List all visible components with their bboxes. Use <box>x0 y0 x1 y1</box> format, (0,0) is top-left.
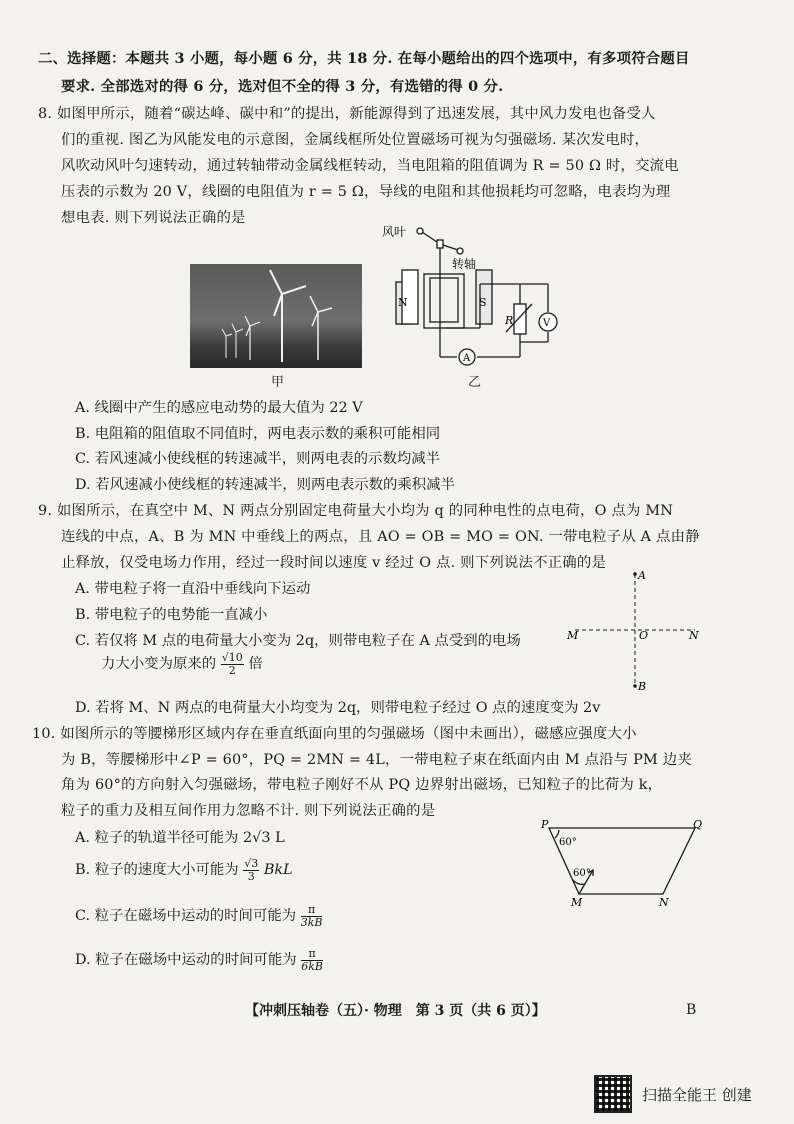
scanner-watermark <box>594 1075 752 1113</box>
angle-label-p: 60° <box>559 837 577 848</box>
point-m-label: M <box>571 896 583 909</box>
q10-option-b <box>75 858 293 882</box>
angle-label-m: 60° <box>573 868 591 879</box>
point-b-label: B <box>638 680 647 693</box>
figure-yi-label: 乙 <box>468 375 482 390</box>
frac-den: 3kB <box>300 915 323 929</box>
frac-den: 2 <box>228 663 236 677</box>
frac-den: 6kB <box>301 959 323 973</box>
point-n-label: N <box>689 629 699 642</box>
label-zhuanzhou: 转轴 <box>452 257 477 271</box>
fraction-sqrt10-over-2 <box>221 652 244 676</box>
q8-line: 们的重视. 图乙为风能发电的示意图，金属线框所处位置磁场可视为匀强磁场. 某次发电时， <box>61 132 650 148</box>
fraction-sqrt3-over-3 <box>243 858 259 882</box>
point-a-label: A <box>638 569 646 582</box>
label-magnet-n: N <box>398 296 408 309</box>
section-header-line1: 二、选择题：本题共 3 小题，每小题 6 分，共 18 分. 在每小题给出的四个选项中，有多项符合题目 <box>38 50 690 67</box>
frac-num: √3 <box>244 857 259 870</box>
q10-option-b-text: B. 粒子的速度大小可能为 <box>75 862 239 879</box>
q9-option-d: D. 若将 M、N 两点的电荷量大小均变为 2q，则带电粒子经过 O 点的速度变为 2v <box>75 700 601 716</box>
q10-option-d <box>75 948 323 972</box>
q9-option-a: A. 带电粒子将一直沿中垂线向下运动 <box>75 581 311 597</box>
charge-field-diagram <box>565 568 705 693</box>
point-o-label: O <box>639 629 649 642</box>
q8-option-a: A. 线圈中产生的感应电动势的最大值为 22 V <box>75 400 363 416</box>
q8-option-c: C. 若风速减小使线框的转速减半，则两电表的示数均减半 <box>75 451 441 467</box>
q9-option-c-text-end: 倍 <box>248 656 263 673</box>
frac-num: π <box>301 904 323 917</box>
wind-farm-photo <box>190 264 362 368</box>
fraction-pi-over-6kb <box>301 948 323 972</box>
fraction-pi-over-3kb <box>301 904 323 928</box>
label-ammeter-a: A <box>463 353 471 364</box>
q8-line: 风吹动风叶匀速转动，通过转轴带动金属线框转动，当电阻箱的阻值调为 R = 50 Ω 时，交流电 <box>61 158 679 174</box>
q9-option-c: C. 若仅将 M 点的电荷量大小变为 2q，则带电粒子在 A 点受到的电场 <box>75 633 521 649</box>
label-voltmeter-v: V <box>543 318 551 329</box>
q10-line: 角为 60°的方向射入匀强磁场，带电粒子刚好不从 PQ 边界射出磁场，已知粒子的比荷为 k， <box>61 777 663 793</box>
qr-code-icon <box>594 1075 632 1113</box>
trapezoid-field-diagram <box>535 818 715 910</box>
section-header-line2: 要求. 全部选对的得 6 分，选对但不全的得 3 分，有选错的得 0 分. <box>61 78 504 95</box>
point-q-label: Q <box>693 818 703 831</box>
q10-line: 10. 如图所示的等腰梯形区域内存在垂直纸面向里的匀强磁场（图中未画出），磁感应强度大小 <box>32 726 637 742</box>
q10-option-b-tail: BkL <box>263 862 293 879</box>
q10-line: 粒子的重力及相互间作用力忽略不计. 则下列说法正确的是 <box>61 803 436 819</box>
q9-option-c-cont <box>101 652 263 676</box>
label-resistor-r: R <box>505 314 514 327</box>
q10-option-c <box>75 904 322 928</box>
q8-line: 想电表. 则下列说法正确的是 <box>61 210 246 226</box>
point-m-label: M <box>567 629 579 642</box>
frac-den: 3 <box>247 869 255 883</box>
frac-num: π <box>301 948 323 961</box>
q8-option-d: D. 若风速减小使线框的转速减半，则两电表示数的乘积减半 <box>75 477 455 493</box>
q9-line: 连线的中点，A、B 为 MN 中垂线上的两点，且 AO = OB = MO = ON. 一带电粒子从 A 点由静 <box>61 529 700 545</box>
label-magnet-s: S <box>479 296 487 309</box>
q10-line: 为 B，等腰梯形中∠P = 60°，PQ = 2MN = 4L，一带电粒子束在纸面内由 M 点沿与 PM 边夹 <box>61 752 692 768</box>
q10-option-c-text: C. 粒子在磁场中运动的时间可能为 <box>75 908 297 925</box>
corner-mark: B <box>686 1002 697 1018</box>
q9-option-c-text: 力大小变为原来的 <box>101 656 217 673</box>
label-fengye: 风叶 <box>382 225 407 239</box>
q10-option-a: A. 粒子的轨道半径可能为 2√3 L <box>75 830 285 846</box>
point-p-label: P <box>541 818 549 831</box>
q10-option-d-text: D. 粒子在磁场中运动的时间可能为 <box>75 952 297 969</box>
figure-jia-label: 甲 <box>271 375 285 390</box>
wind-turbines-drawing <box>190 264 362 368</box>
frac-num: √10 <box>221 651 243 664</box>
q9-line: 止释放，仅受电场力作用，经过一段时间以速度 v 经过 O 点. 则下列说法不正确的是 <box>61 555 607 571</box>
generator-circuit-diagram <box>380 222 580 382</box>
q8-line: 压表的示数为 20 V，线圈的电阻值为 r = 5 Ω，导线的电阻和其他损耗均可忽略，电表均为理 <box>61 184 671 200</box>
point-n-label: N <box>659 896 669 909</box>
scanner-label: 扫描全能王 创建 <box>642 1085 752 1104</box>
q8-line: 8. 如图甲所示，随着“碳达峰、碳中和”的提出，新能源得到了迅速发展，其中风力发电也备受人 <box>38 106 656 122</box>
q8-option-b: B. 电阻箱的阻值取不同值时，两电表示数的乘积可能相同 <box>75 426 441 442</box>
page-footer: 【冲刺压轴卷（五）· 物理 第 3 页（共 6 页）】 <box>245 1003 546 1019</box>
q9-line: 9. 如图所示，在真空中 M、N 两点分别固定电荷量大小均为 q 的同种电性的点电荷，O 点为 MN <box>38 503 674 519</box>
q9-option-b: B. 带电粒子的电势能一直减小 <box>75 607 268 623</box>
